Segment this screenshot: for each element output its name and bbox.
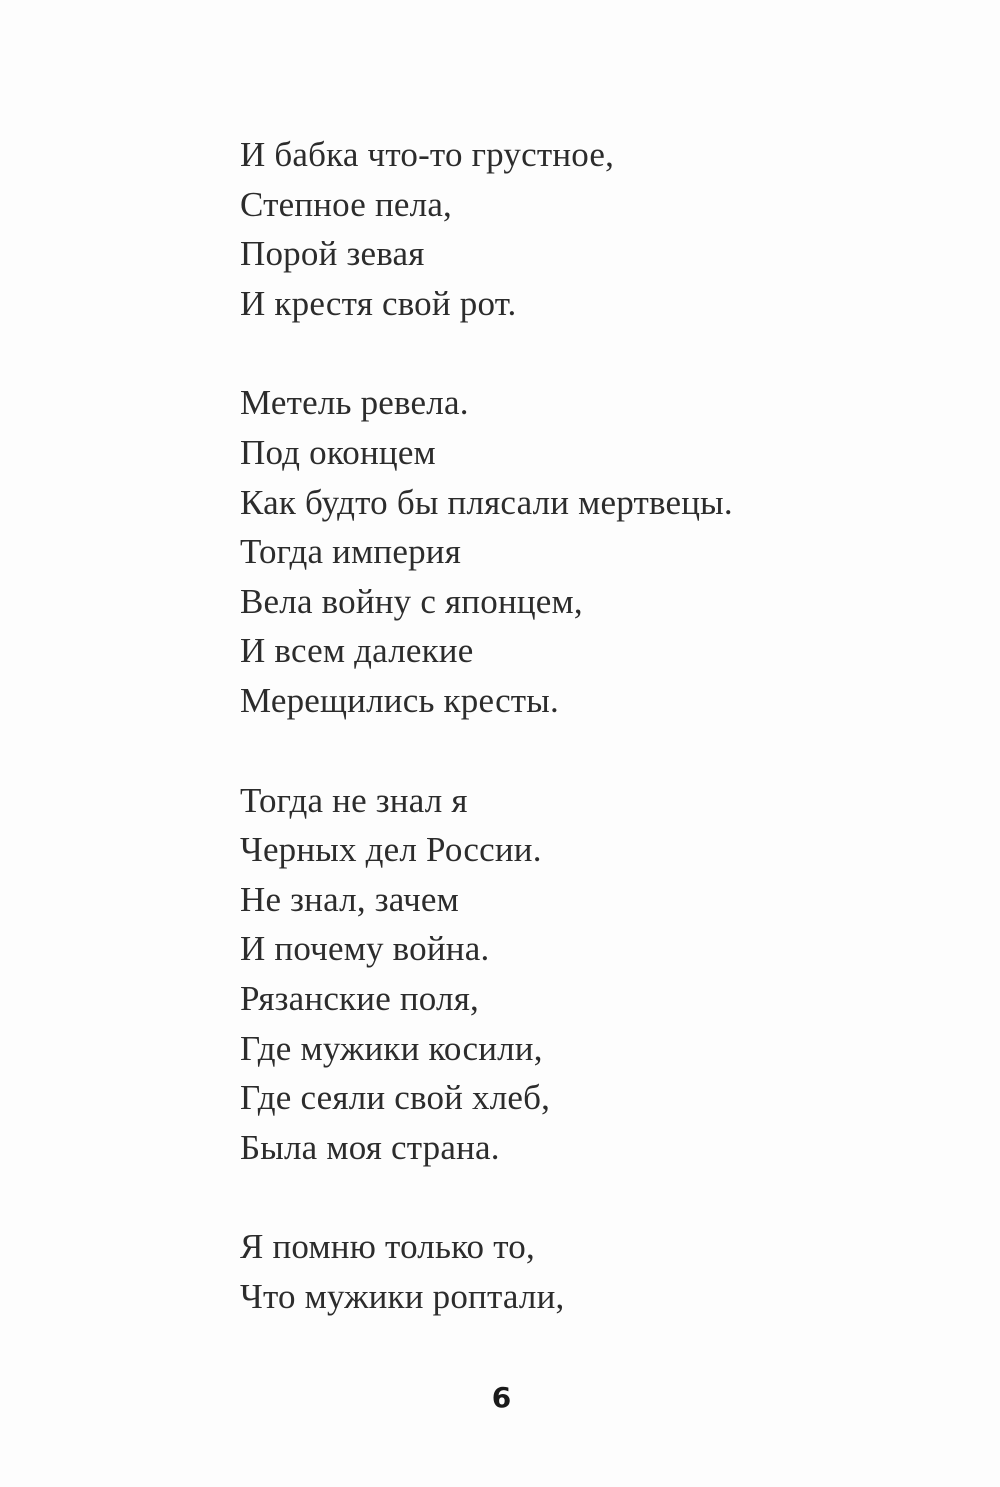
stanza-1 <box>240 130 940 328</box>
poem-line: Метель ревела. <box>240 383 469 423</box>
poem-line: Где сеяли свой хлеб, <box>240 1078 551 1118</box>
poem-line: Что мужики роптали, <box>240 1276 565 1316</box>
poem-line: Я помню только то, <box>240 1227 535 1267</box>
poem-line: Была моя страна. <box>240 1127 500 1167</box>
poem-line: Черных дел России. <box>240 830 542 870</box>
poem-line: И бабка что-то грустное, <box>240 135 615 174</box>
poem-line: Где мужики косили, <box>240 1028 543 1068</box>
poem-line: Мерещились кресты. <box>240 680 559 720</box>
stanza-4 <box>240 1222 940 1321</box>
poem-line: Не знал, зачем <box>240 879 459 919</box>
stanza-2 <box>240 378 940 725</box>
poem-line: Под оконцем <box>240 432 436 472</box>
poem-line: И крестя свой рот. <box>240 283 517 323</box>
poem-line: Рязанские поля, <box>240 978 479 1018</box>
poem-line: Вела войну с японцем, <box>240 581 583 621</box>
poem-line: Тогда империя <box>240 532 462 572</box>
stanza-3 <box>240 776 940 1173</box>
poem-line: Тогда не знал я <box>240 780 468 820</box>
poem-line: Степное пела, <box>240 184 453 224</box>
poem-line: Порой зевая <box>240 234 425 274</box>
poem-line: И всем далекие <box>240 631 474 671</box>
poem-text <box>240 130 940 1371</box>
poem-line: Как будто бы плясали мертвецы. <box>240 482 733 522</box>
poem-line: И почему война. <box>240 929 490 969</box>
page-number: 6 <box>491 1381 512 1414</box>
